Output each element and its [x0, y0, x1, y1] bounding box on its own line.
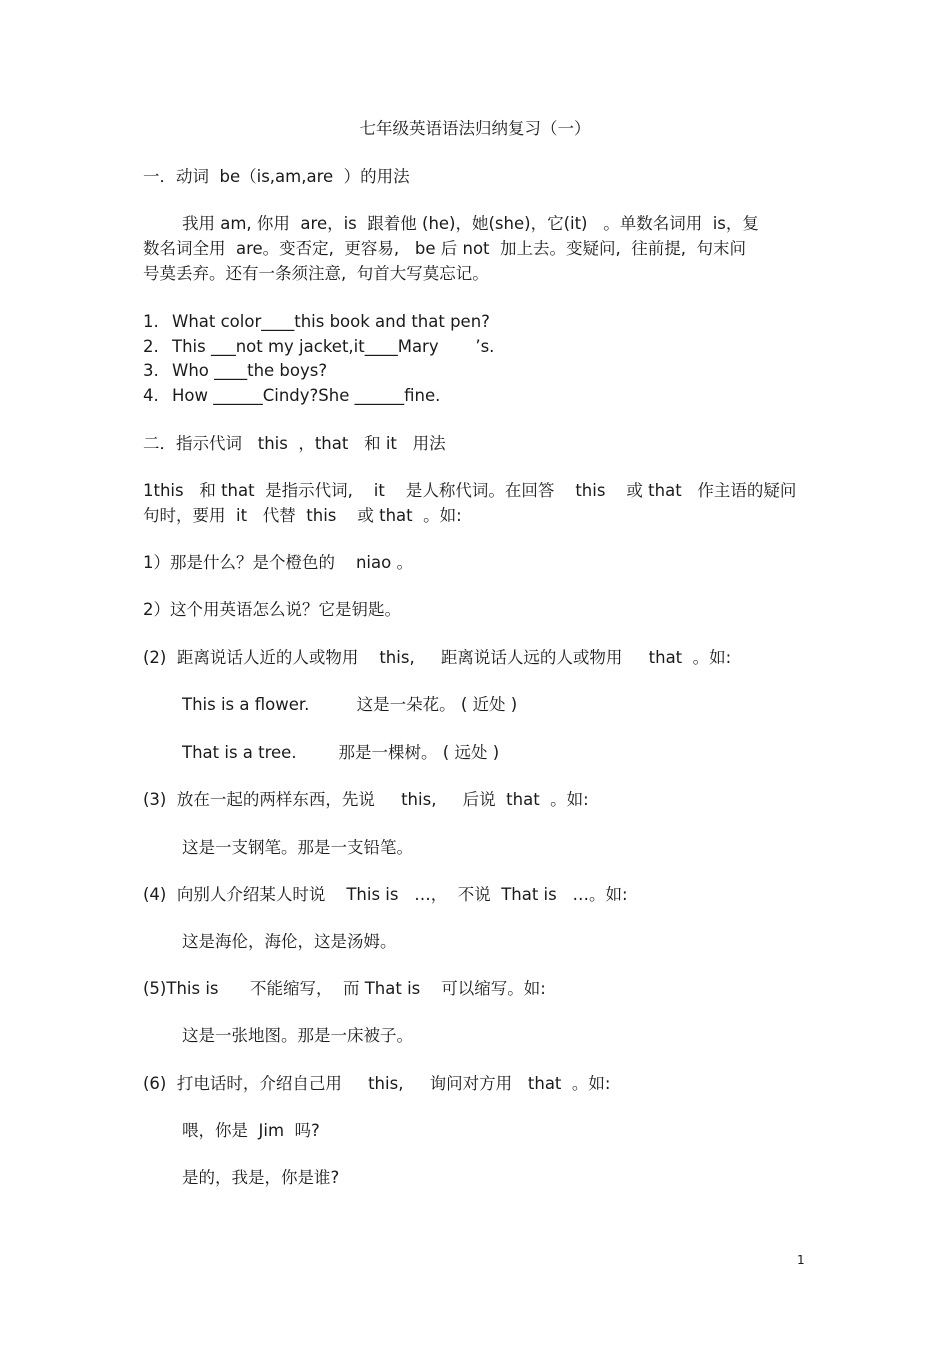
example-line: 1）那是什么？是个橙色的 niao 。	[143, 553, 413, 572]
example-line: 喂，你是 Jim 吗?	[182, 1121, 320, 1140]
example-line: 这是海伦，海伦，这是汤姆。	[182, 932, 397, 951]
rule-paragraph-line: 数名词全用 are。变否定, 更容易, be 后 not 加上去。变疑问, 往前提, 句末问	[143, 239, 746, 258]
rule-line: (2) 距离说话人近的人或物用 this, 距离说话人远的人或物用 that 。如:	[143, 648, 732, 667]
example-line: 2）这个用英语怎么说？它是钥匙。	[143, 600, 401, 619]
example-line: 这是一支钢笔。那是一支铅笔。	[182, 838, 413, 857]
question-text: Who ____the boys?	[172, 361, 328, 380]
example-line: This is a flower. 这是一朵花。 ( 近处 )	[182, 695, 518, 714]
question-number: 1.	[143, 312, 159, 331]
section1-heading: 一．动词 be（is,am,are ）的用法	[143, 167, 410, 186]
page-title: 七年级英语语法归纳复习（一）	[359, 119, 591, 138]
example-line: 这是一张地图。那是一床被子。	[182, 1026, 413, 1045]
exercise-question	[143, 310, 490, 334]
question-text: This ___not my jacket,it____Mary ’s.	[172, 337, 495, 356]
question-text: What color____this book and that pen?	[172, 312, 490, 331]
exercise-question	[143, 359, 327, 383]
rule-line: (5)This is 不能缩写， 而 That is 可以缩写。如:	[143, 979, 546, 998]
section2-heading: 二．指示代词 this ，that 和 it 用法	[143, 434, 446, 453]
exercise-question	[143, 335, 494, 359]
page-number: 1	[797, 1253, 805, 1267]
example-line: 是的，我是，你是谁?	[182, 1168, 340, 1187]
intro-line: 1this 和 that 是指示代词, it 是人称代词。在回答 this 或 that 作主语的疑问	[143, 481, 797, 500]
rule-line: (6) 打电话时，介绍自己用 this, 询问对方用 that 。如:	[143, 1074, 611, 1093]
intro-line: 句时，要用 it 代替 this 或 that 。如:	[143, 506, 462, 525]
question-number: 4.	[143, 386, 159, 405]
question-text: How ______Cindy?She ______fine.	[172, 386, 441, 405]
question-number: 2.	[143, 337, 159, 356]
rule-paragraph-line: 我用 am, 你用 are，is 跟着他 (he)，她(she)，它(it) 。单数名词用 is，复	[182, 214, 759, 233]
rule-line: (4) 向别人介绍某人时说 This is …， 不说 That is …。如:	[143, 885, 628, 904]
rule-paragraph-line: 号莫丢弃。还有一条须注意, 句首大写莫忘记。	[143, 264, 489, 283]
example-line: That is a tree. 那是一棵树。 ( 远处 )	[182, 743, 500, 762]
exercise-question	[143, 384, 440, 408]
question-number: 3.	[143, 361, 159, 380]
rule-line: (3) 放在一起的两样东西，先说 this, 后说 that 。如:	[143, 790, 589, 809]
